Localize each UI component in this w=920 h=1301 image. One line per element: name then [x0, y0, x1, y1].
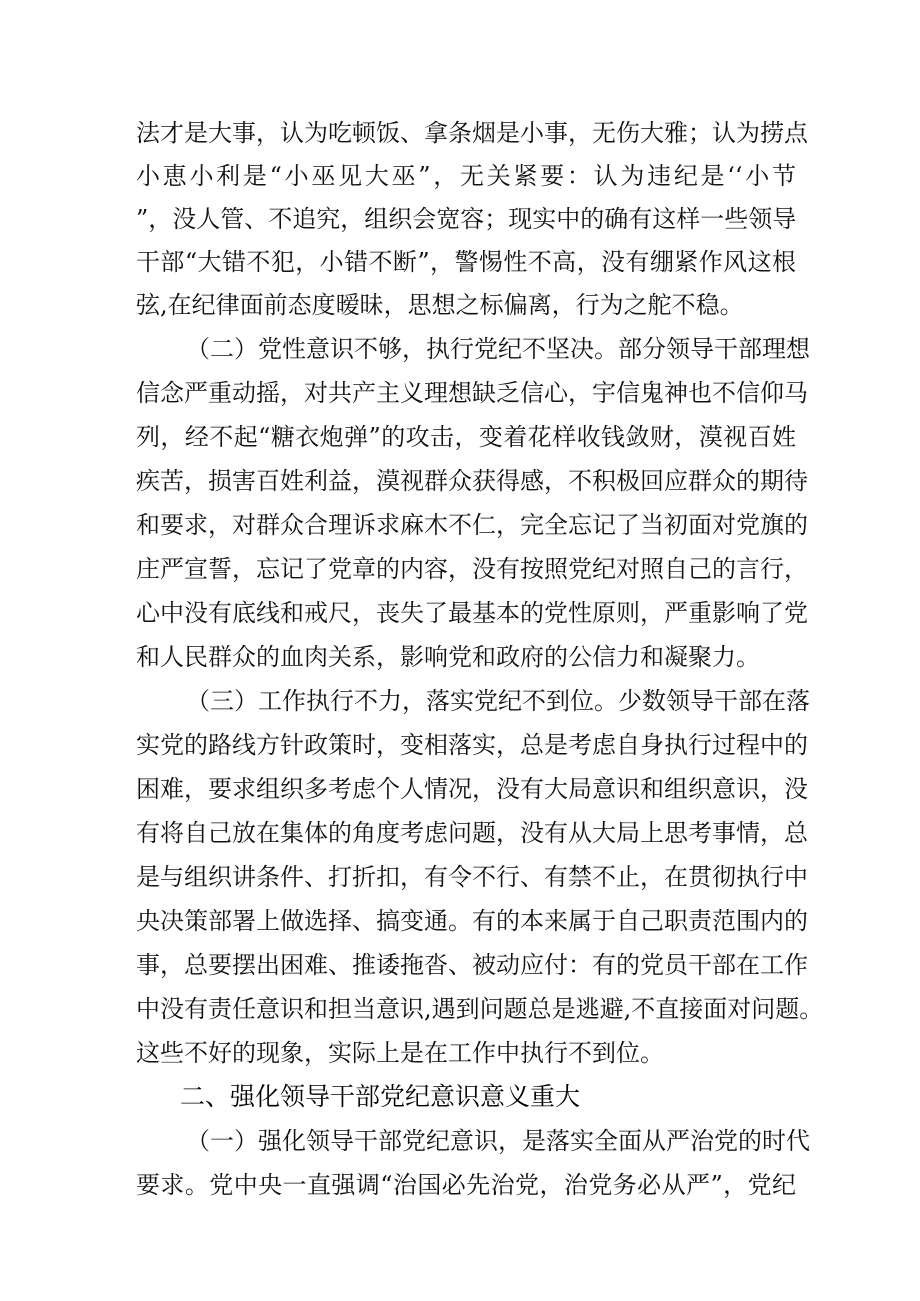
text-line: 干部“大错不犯，小错不断”，警惕性不高，没有绷紧作风这根: [136, 248, 796, 276]
text-line: 弦,在纪律面前态度暧昧，思想之标偏离，行为之舵不稳。: [136, 291, 744, 319]
paragraph-first-line: （二）党性意识不够，执行党纪不坚决。部分领导干部理想: [186, 335, 810, 363]
text-line: 有将自己放在集体的角度考虑问题，没有从大局上思考事情，总: [136, 819, 808, 847]
text-line: 和要求，对群众合理诉求麻木不仁，完全忘记了当初面对党旗的: [136, 511, 808, 539]
section-heading: 二、强化领导干部党纪意识意义重大: [180, 1082, 581, 1111]
text-line: 庄严宣誓，忘记了党章的内容，没有按照党纪对照自己的言行，: [136, 555, 808, 583]
text-line: 中没有责任意识和担当意识,遇到问题总是逃避,不直接面对问题。: [136, 995, 824, 1023]
text-line: 困难，要求组织多考虑个人情况，没有大局意识和组织意识，没: [136, 775, 808, 803]
text-line: ”，没人管、不追究，组织会宽容；现实中的确有这样一些领导: [136, 205, 797, 233]
text-line: 事，总要摆出困难、推诿拖沓、被动应付：有的党员干部在工作: [136, 951, 808, 979]
text-line: 法才是大事，认为吃顿饭、拿条烟是小事，无伤大雅；认为捞点: [136, 119, 808, 147]
text-line: 疾苦，损害百姓利益，漠视群众获得感，不积极回应群众的期待: [136, 467, 808, 495]
text-line: 央决策部署上做选择、搞变通。有的本来属于自己职责范围内的: [136, 907, 808, 935]
paragraph-first-line: （一）强化领导干部党纪意识，是落实全面从严治党的时代: [186, 1127, 810, 1155]
text-line: 列，经不起“糖衣炮弹”的攻击，变着花样收钱敛财，漠视百姓: [136, 423, 796, 451]
text-line: 小恵小利是“小巫见大巫”，无关紧要：认为违纪是‘‘小节: [136, 162, 796, 190]
text-line: 要求。党中央一直强调“治国必先治党，治党务必从严”，党纪: [136, 1171, 796, 1199]
text-line: 和人民群众的血肉关系，影响党和政府的公信力和凝聚力。: [136, 643, 760, 671]
paragraph-first-line: （三）工作执行不力，落实党纪不到位。少数领导干部在落: [186, 687, 810, 715]
text-line: 信念严重动摇，对共产主义理想缺乏信心，宇信鬼神也不信仰马: [136, 379, 808, 407]
text-line: 实党的路线方针政策时，变相落实，总是考虑自身执行过程中的: [136, 731, 808, 759]
text-line: 心中没有底线和戒尺，丧失了最基本的党性原则，严重影响了党: [136, 599, 808, 627]
text-line: 这些不好的现象，实际上是在工作中执行不到位。: [136, 1039, 664, 1067]
text-line: 是与组织讲条件、打折扣，有令不行、有禁不止，在贯彻执行中: [136, 863, 808, 891]
